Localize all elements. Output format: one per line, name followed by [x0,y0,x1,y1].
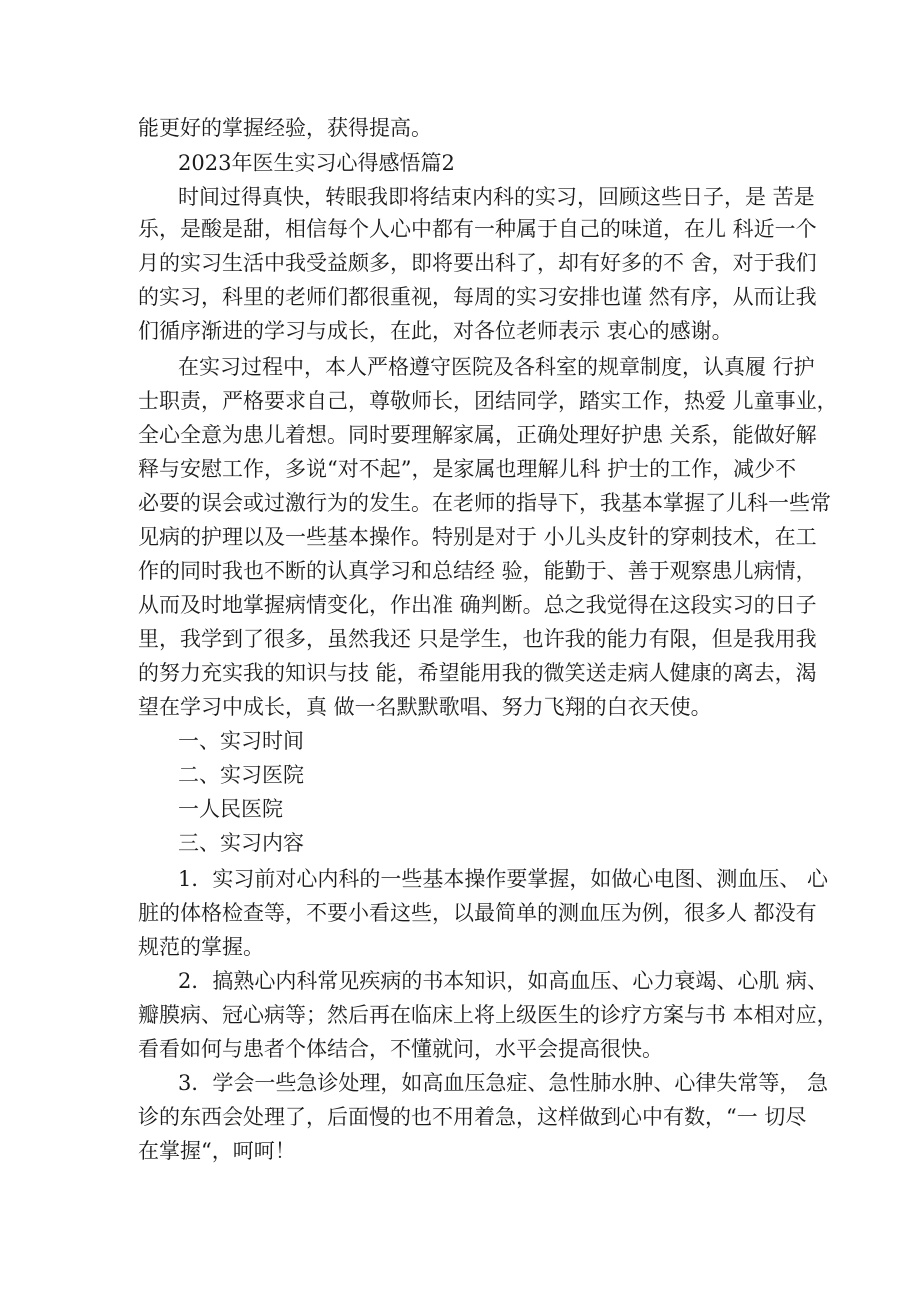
document-page: 能更好的掌握经验，获得提高。 2023年医生实习心得感悟篇2 时间过得真快，转眼我即将结束内科的实习，回顾这些日子，是 苦是 乐，是酸是甜，相信每个人心中都有一种属于自己的味道，在儿 科近一个 月的实习生活中我受益颇多，即将要出科了，却有好多的不 舍，对于我们 的实习，科里的老师们都很重视，每周的实习安排也谨 然有序，从而让我 们循序渐进的学习与成长，在此，对各位老师表示 衷心的感谢。 在实习过程中，本人严格遵守医院及各科室的规章制度，认真履 行护 士职责，严格要求自己，尊敬师长，团结同学，踏实工作，热爱 儿童事业， 全心全意为患儿着想。同时要理解家属，正确处理好护患 关系，能做好解 释与安慰工作，多说“对不起”，是家属也理解儿科 护士的工作，减少不 必要的误会或过激行为的发生。在老师的指导下，我基本掌握了儿科一些常 见病的护理以及一些基本操作。特别是对于 小儿头皮针的穿刺技术，在工 作的同时我也不断的认真学习和总结经 验，能勤于、善于观察患儿病情， 从而及时地掌握病情变化，作出准 确判断。总之我觉得在这段实习的日子 里，我学到了很多，虽然我还 只是学生，也许我的能力有限，但是我用我 的努力充实我的知识与技 能，希望能用我的微笑送走病人健康的离去，渴 望在学习中成长，真 做一名默默歌唱、努力飞翔的白衣天使。 一、实习时间 二、实习医院 一人民医院 三、实习内容 1．实习前对心内科的一些基本操作要掌握，如做心电图、测血压、 心 脏的体格检查等，不要小看这些，以最简单的测血压为例，很多人 都没有 规范的掌握。 2．搞熟心内科常见疾病的书本知识，如高血压、心力衰竭、心肌 病、 瓣膜病、冠心病等；然后再在临床上将上级医生的诊疗方案与书 本相对应， 看看如何与患者个体结合，不懂就问，水平会提高很快。 3．学会一些急诊处理，如高血压急症、急性肺水肿、心律失常等， 急 诊的东西会处理了，后面慢的也不用着急，这样做到心中有数，“一 切尽 在掌握“，呵呵！ [138,116,838,1163]
